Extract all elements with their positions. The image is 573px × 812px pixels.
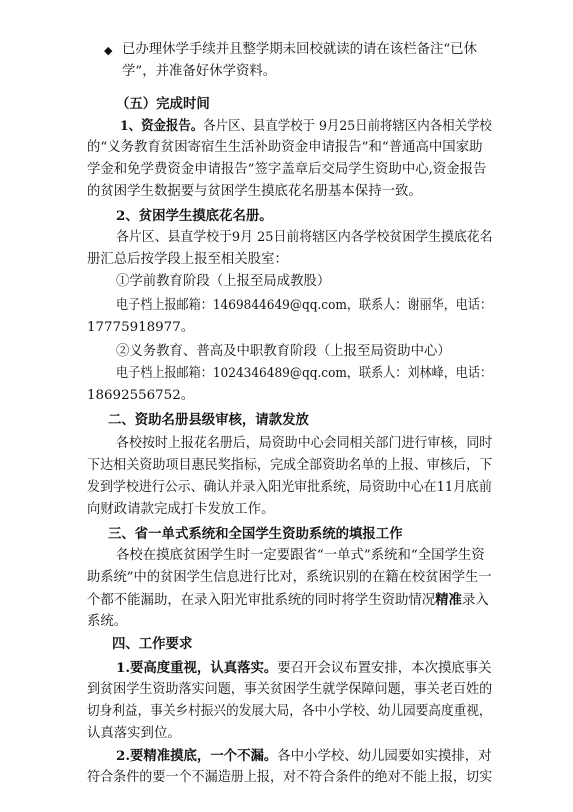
diamond-bullet-icon: ◆ (104, 44, 113, 57)
req1-line-1: 1.要高度重视，认真落实。要召开会议布置安排，本次摸底事关 (116, 660, 492, 676)
req1-line-3: 切身利益，事关乡村振兴的发展大局，各中小学校、幼儿园要高度重视， (87, 704, 492, 719)
section2-line-2: 下达相关资助项目惠民奖指标，完成全部资助名单的上报、审核后，下 (87, 458, 493, 473)
section5-title: （五）完成时间 (116, 96, 210, 112)
item2-line-2: 册汇总后按学段上报至相关股室： (87, 252, 288, 267)
compulsory-phone: 18692556752。 (87, 388, 195, 403)
req1-line-2: 到贫困学生资助落实问题，事关贫困学生就学保障问题，事关老百姓的 (87, 682, 493, 697)
item1-line-1: 1、资金报告。各片区、县直学校于 9月25日前将辖区内各相关学校 (120, 118, 492, 134)
req2-line-2: 符合条件的要一个不漏造册上报，对不符合条件的绝对不能上报，切实 (87, 770, 493, 785)
section3-line-1: 各校在摸底贫困学生时一定要跟省“一单式”系统和“全国学生资 (116, 548, 485, 563)
item1-heading: 1、资金报告。 (120, 118, 204, 134)
section3-line-2: 助系统”中的贫困学生信息进行比对，系统识别的在籍在校贫困学生一 (87, 570, 492, 585)
req1-heading: 1.要高度重视，认真落实。 (116, 660, 278, 676)
preschool-email-line: 电子档上报邮箱：1469844649@qq.com，联系人：谢丽华，电话： (116, 298, 493, 313)
section2-line-1: 各校按时上报花名册后，局资助中心会同相关部门进行审核，同时 (116, 436, 493, 451)
section3-title: 三、省一单式系统和全国学生资助系统的填报工作 (108, 526, 403, 542)
section3-line-3: 个都不能漏助，在录入阳光审批系统的同时将学生资助情况精准录入 (87, 592, 489, 608)
section2-line-3: 发到学校进行公示、确认并录入阳光审批系统，局资助中心在11月底前 (87, 480, 492, 495)
compulsory-label: ②义务教育、普高及中职教育阶段（上报至局资助中心） (116, 344, 451, 359)
section2-line-4: 向财政请款完成打卡发放工作。 (87, 502, 275, 517)
section3-bold-word: 精准 (435, 592, 462, 608)
req1-line-4: 认真落实到位。 (87, 726, 181, 741)
item1-line-2: 的“义务教育贫困寄宿生生活补助资金申请报告”和“普通高中国家助 (87, 140, 483, 155)
compulsory-email-line: 电子档上报邮箱：1024346489@qq.com，联系人：刘林峰，电话： (116, 366, 493, 381)
preschool-phone: 17775918977。 (87, 320, 195, 335)
section3-line-4: 系统。 (87, 614, 128, 629)
bullet-line-1: 已办理休学手续并且整学期未回校就读的请在该栏备注“已休 (122, 42, 477, 57)
section2-title: 二、资助名册县级审核，请款发放 (108, 412, 309, 428)
section4-title: 四、工作要求 (112, 636, 193, 652)
req2-heading: 2.要精准摸底，一个不漏。 (116, 748, 278, 764)
bullet-line-2: 学”，并准备好休学资料。 (122, 64, 277, 79)
item2-line-1: 各片区、县直学校于9月 25日前将辖区内各学校贫困学生摸底花名 (116, 230, 493, 245)
item1-line-3: 学金和免学费资金申请报告”签字盖章后交局学生资助中心,资金报告 (87, 162, 487, 177)
req2-line-1: 2.要精准摸底，一个不漏。各中小学校、幼儿园要如实摸排，对 (116, 748, 492, 764)
item1-line-4: 的贫困学生数据要与贫困学生摸底花名册基本保持一致。 (87, 184, 422, 199)
preschool-label: ①学前教育阶段（上报至局成教股） (116, 274, 331, 289)
item2-heading: 2、贫困学生摸底花名册。 (116, 208, 273, 224)
